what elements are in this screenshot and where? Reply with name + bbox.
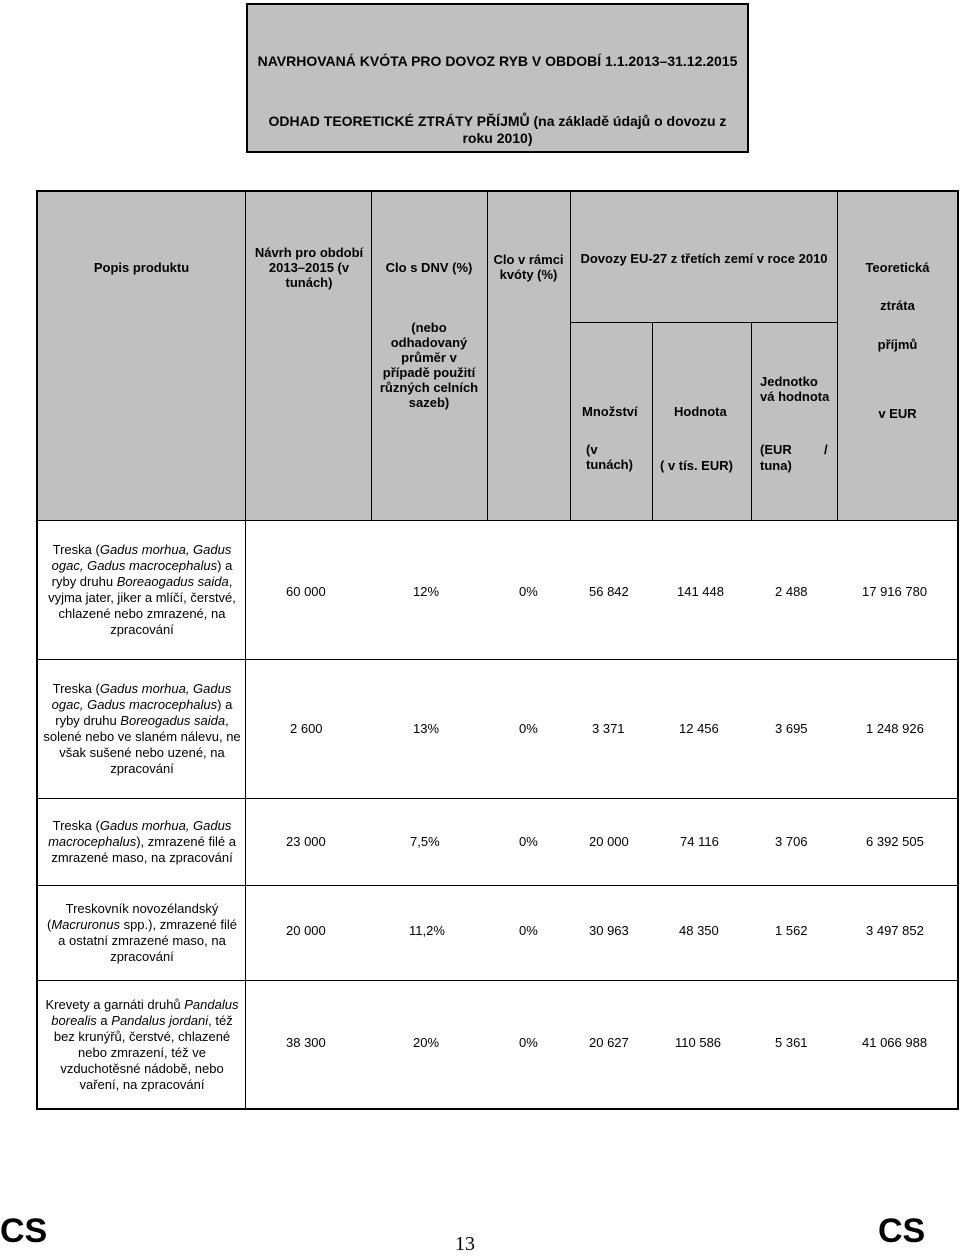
row-2-mnozstvi: 3 371 (592, 721, 625, 736)
row-5-ztrata: 41 066 988 (862, 1035, 928, 1050)
unit-mnozstvi: (v tunách) (586, 442, 633, 472)
header-hodnota: Hodnota (674, 404, 727, 419)
unit-jednotkova-a: (EUR (760, 442, 792, 457)
row-1-jednotkova: 2 488 (775, 584, 808, 599)
row-4-ztrata: 3 497 852 (866, 923, 924, 938)
row-5-clo-dnv: 20% (413, 1035, 440, 1050)
row-3-hodnota: 74 116 (680, 834, 719, 849)
row-3-navrh: 23 000 (286, 834, 326, 849)
row-1-clo-dnv: 12% (413, 584, 440, 599)
header-navrh: Návrh pro období 2013–2015 (v tunách) (254, 244, 364, 290)
row-4-hodnota: 48 350 (679, 923, 719, 938)
row-1-ztrata: 17 916 780 (862, 584, 928, 599)
row-5-description: Krevety a garnáti druhů Pandalus borealis a Pandalus jordani, též bez krunýřů, čerstvé, chlazené nebo zmrazení, též ve vzduchotěsné nádobě, nebo vaření, na zpracování (45, 997, 239, 1092)
title-line-2: ODHAD TEORETICKÉ ZTRÁTY PŘÍJMŮ (na základě údajů o dovozu z roku 2010) (268, 113, 727, 146)
row-2-clo-dnv: 13% (413, 721, 440, 736)
row-3-clo-dnv: 7,5% (410, 834, 440, 849)
row-5-mnozstvi: 20 627 (589, 1035, 629, 1050)
row-1-navrh: 60 000 (286, 584, 326, 599)
row-1-description: Treska (Gadus morhua, Gadus ogac, Gadus macrocephalus) a ryby druhu Boreaogadus saida, vyjma jater, jiker a mlíčí, čerstvé, chlazené nebo zmrazené, na zpracování (48, 542, 236, 637)
row-2-navrh: 2 600 (290, 721, 323, 736)
footer-page-number: 13 (455, 1233, 475, 1255)
row-3-ztrata: 6 392 505 (866, 834, 924, 849)
row-2-description: Treska (Gadus morhua, Gadus ogac, Gadus macrocephalus) a ryby druhu Boreogadus saida, solené nebo ve slaném nálevu, ne však sušené nebo uzené, na zpracování (43, 681, 241, 776)
footer-language-left: CS (0, 1212, 48, 1250)
row-4-navrh: 20 000 (286, 923, 326, 938)
row-2-ztrata: 1 248 926 (866, 721, 924, 736)
row-4-mnozstvi: 30 963 (589, 923, 629, 938)
row-5-clo-kvota: 0% (519, 1035, 538, 1050)
header-clo-dnv-note: (nebo odhadovaný průměr v případě použití různých celních sazeb) (379, 319, 479, 410)
title-box (246, 3, 749, 153)
row-3-clo-kvota: 0% (519, 834, 538, 849)
row-5-hodnota: 110 586 (675, 1035, 722, 1050)
row-4-description: Treskovník novozélandský (Macruronus spp.), zmrazené filé a ostatní zmrazené maso, na zpracování (46, 901, 238, 964)
row-2-jednotkova: 3 695 (775, 721, 808, 736)
header-clo-dnv: Clo s DNV (%) (385, 259, 473, 275)
row-3-description: Treska (Gadus morhua, Gadus macrocephalus), zmrazené filé a zmrazené maso, na zpracování (48, 818, 236, 865)
unit-jednotkova-b: / (824, 442, 828, 457)
footer-language-right: CS (878, 1212, 926, 1250)
header-prijmu: příjmů (877, 336, 918, 352)
unit-jednotkova-c: tuna) (760, 458, 792, 473)
row-1-mnozstvi: 56 842 (589, 584, 629, 599)
unit-hodnota: ( v tís. EUR) (660, 458, 733, 473)
header-teoreticka: Teoretická (865, 259, 930, 275)
row-5-navrh: 38 300 (286, 1035, 326, 1050)
row-4-jednotkova: 1 562 (775, 923, 808, 938)
row-2-clo-kvota: 0% (519, 721, 538, 736)
header-mnozstvi: Množství (582, 404, 638, 419)
row-3-jednotkova: 3 706 (775, 834, 808, 849)
header-veur: v EUR (878, 405, 917, 421)
row-3-mnozstvi: 20 000 (589, 834, 629, 849)
quota-table (36, 190, 959, 1110)
row-1-clo-kvota: 0% (519, 584, 538, 599)
header-ztrata: ztráta (880, 297, 915, 313)
row-5-jednotkova: 5 361 (775, 1035, 808, 1050)
row-4-clo-kvota: 0% (519, 923, 538, 938)
row-1-hodnota: 141 448 (677, 584, 724, 599)
header-jednotkova: Jednotko vá hodnota (760, 374, 830, 404)
row-2-hodnota: 12 456 (679, 721, 719, 736)
row-4-clo-dnv: 11,2% (409, 923, 445, 938)
title-line-1: NAVRHOVANÁ KVÓTA PRO DOVOZ RYB V OBDOBÍ 1.1.2013–31.12.2015 (257, 53, 738, 69)
header-popis: Popis produktu (93, 259, 190, 275)
header-clo-kvota: Clo v rámci kvóty (%) (493, 252, 564, 282)
header-dovozy: Dovozy EU-27 z třetích zemí v roce 2010 (580, 250, 828, 266)
